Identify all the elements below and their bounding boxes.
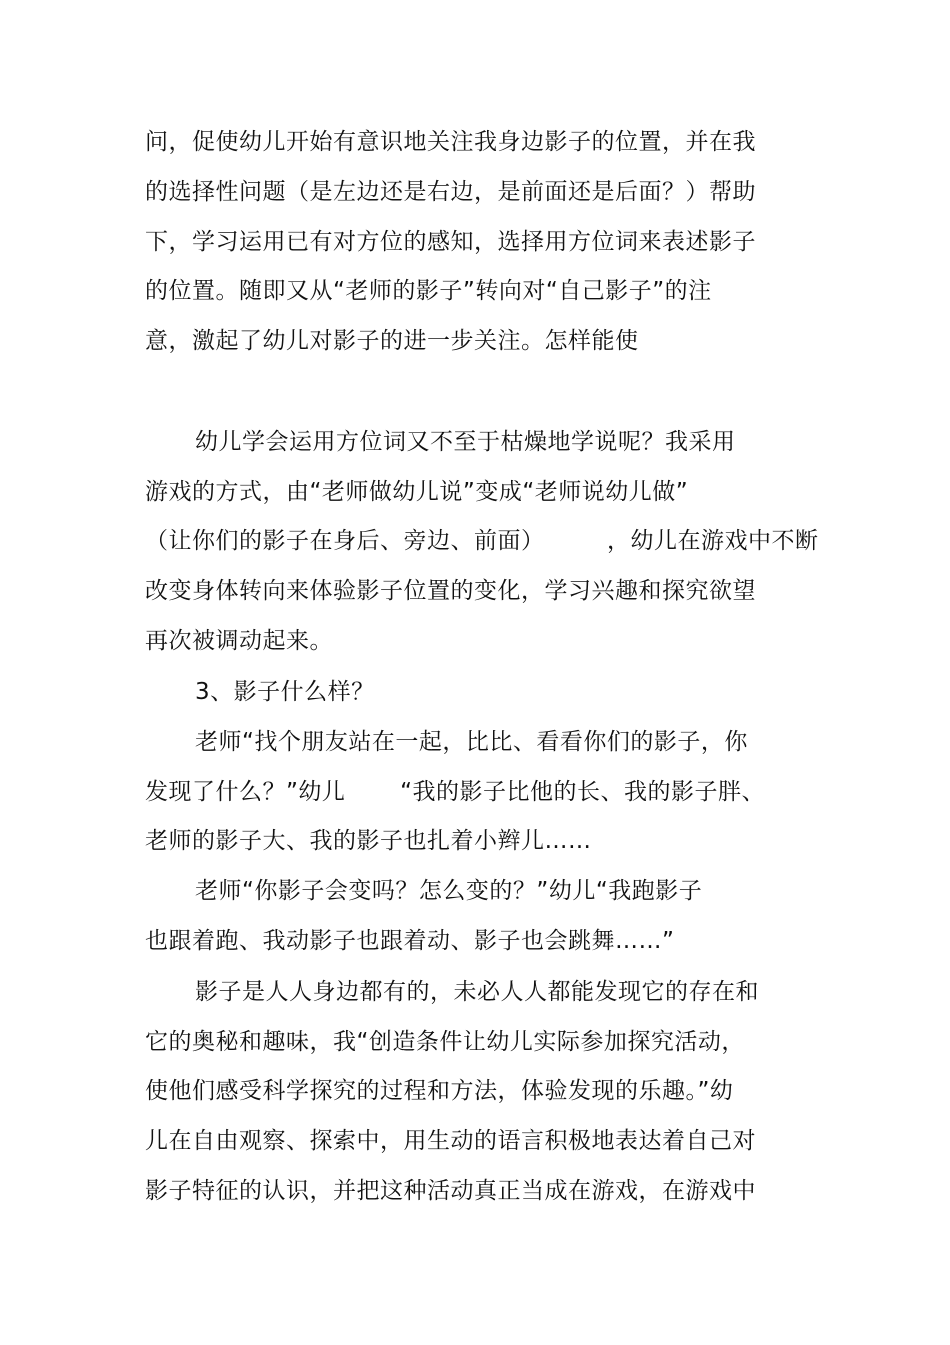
- text-line: 影子是人人身边都有的，未必人人都能发现它的存在和: [195, 979, 759, 1005]
- text-line: 改变身体转向来体验影子位置的变化，学习兴趣和探究欲望: [145, 578, 756, 604]
- text-line: 问，促使幼儿开始有意识地关注我身边影子的位置，并在我: [145, 129, 756, 155]
- text-line: 它的奥秘和趣味，我“创造条件让幼儿实际参加探究活动，: [145, 1029, 745, 1055]
- text-line: 老师的影子大、我的影子也扎着小辫儿……: [145, 828, 592, 854]
- text-line: 也跟着跑、我动影子也跟着动、影子也会跳舞……”: [145, 928, 675, 954]
- text-line: 老师“你影子会变吗？怎么变的？”幼儿“我跑影子: [195, 878, 703, 904]
- text-line: 儿在自由观察、探索中，用生动的语言积极地表达着自己对: [145, 1128, 756, 1154]
- text-line: 幼儿学会运用方位词又不至于枯燥地学说呢？我采用: [195, 429, 736, 455]
- text-line: 发现了什么？”幼儿 “我的影子比他的长、我的影子胖、: [145, 779, 766, 805]
- text-line: 使他们感受科学探究的过程和方法，体验发现的乐趣。”幼: [145, 1078, 734, 1104]
- text-line: 下，学习运用已有对方位的感知，选择用方位词来表述影子: [145, 229, 756, 255]
- text-line: 意，激起了幼儿对影子的进一步关注。怎样能使: [145, 328, 639, 354]
- text-line: 影子特征的认识，并把这种活动真正当成在游戏，在游戏中: [145, 1178, 756, 1204]
- text-line: 的选择性问题（是左边还是右边，是前面还是后面？）帮助: [145, 179, 756, 205]
- text-line: 游戏的方式，由“老师做幼儿说”变成“老师说幼儿做”: [145, 479, 689, 505]
- text-line: 再次被调动起来。: [145, 628, 333, 654]
- text-line: 的位置。随即又从“老师的影子”转向对“自己影子”的注: [145, 278, 712, 304]
- text-line: 老师“找个朋友站在一起，比比、看看你们的影子，你: [195, 729, 748, 755]
- text-line: （让你们的影子在身后、旁边、前面） ，幼儿在游戏中不断: [145, 528, 819, 554]
- section-heading: 3、影子什么样？: [195, 679, 375, 705]
